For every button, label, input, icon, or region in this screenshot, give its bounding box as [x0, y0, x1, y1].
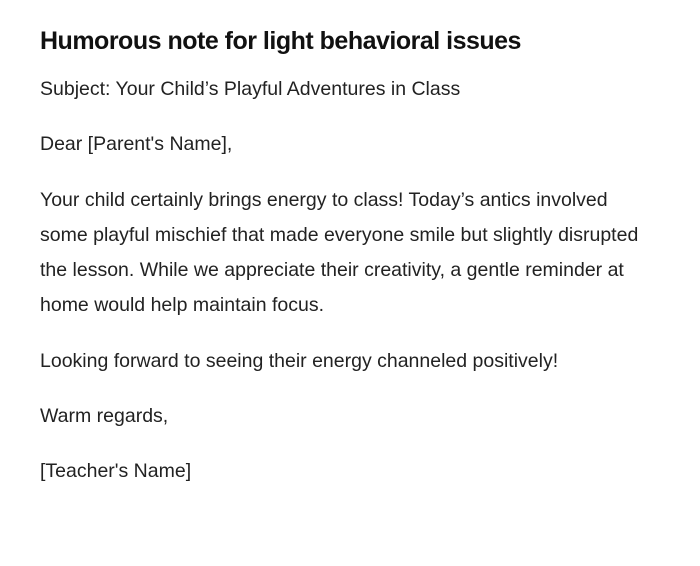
subject-line: Subject: Your Child’s Playful Adventures in Class [40, 78, 461, 100]
signature: [Teacher's Name] [40, 460, 192, 483]
greeting: Dear [Parent's Name], [40, 133, 233, 156]
signoff: Warm regards, [40, 405, 169, 428]
note-title: Humorous note for light behavioral issues [40, 27, 521, 55]
body-paragraph: Your child certainly brings energy to class! Today’s antics involved some playful mischief that made everyone smile but slightly disrupted the lesson. While we appreciate their creativity, a gentle reminder at home would help maintain focus. [40, 188, 639, 317]
closing-line: Looking forward to seeing their energy channeled positively! [40, 349, 559, 372]
